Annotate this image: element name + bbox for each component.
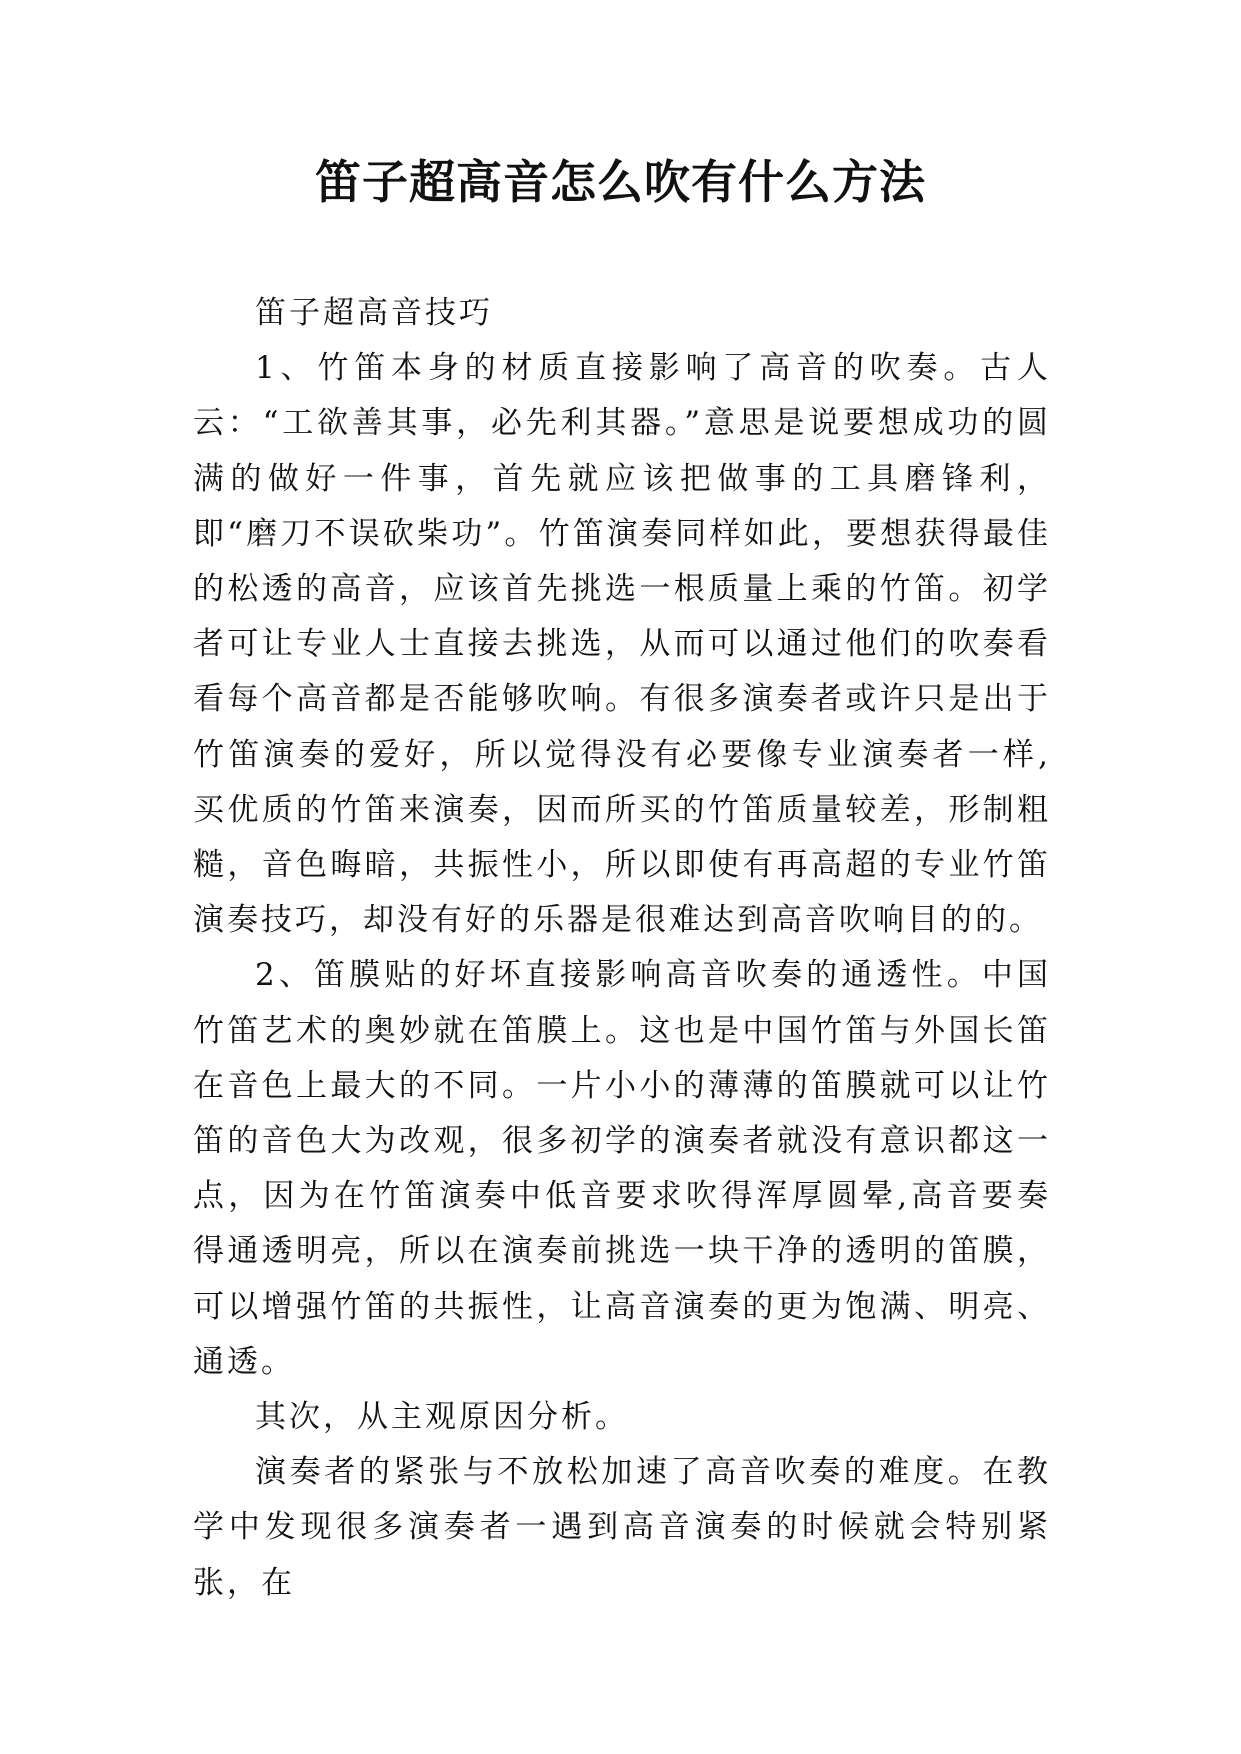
paragraph-3: 其次，从主观原因分析。 [255,1399,629,1436]
paragraph-4: 演奏者的紧张与不放松加速了高音吹奏的难度。在教学中发现很多演奏者一遇到高音演奏的时候就会特别紧张，在 [193,1454,1051,1601]
paragraph-1: 1、竹笛本身的材质直接影响了高音的吹奏。古人云：“工欲善其事，必先利其器。”意思是说要想成功的圆满的做好一件事，首先就应该把做事的工具磨锋利，即“磨刀不误砍柴功”。竹笛演奏同样如此，要想获得最佳的松透的高音，应该首先挑选一根质量上乘的竹笛。初学者可让专业人士直接去挑选，从而可以通过他们的吹奏看看每个高音都是否能够吹响。有很多演奏者或许只是出于竹笛演奏的爱好，所以觉得没有必要像专业演奏者一样,买优质的竹笛来演奏，因而所买的竹笛质量较差，形制粗糙，音色晦暗，共振性小，所以即使有再高超的专业竹笛演奏技巧，却没有好的乐器是很难达到高音吹响目的的。 [193,350,1051,939]
paragraph-heading: 笛子超高音技巧 [255,295,493,331]
document-title: 笛子超高音怎么吹有什么方法 [315,155,926,209]
document-body [193,286,1051,1611]
paragraph-2: 2、笛膜贴的好坏直接影响高音吹奏的通透性。中国竹笛艺术的奥妙就在笛膜上。这也是中国竹笛与外国长笛在音色上最大的不同。一片小小的薄薄的笛膜就可以让竹笛的音色大为改观，很多初学的演奏者就没有意识都这一点，因为在竹笛演奏中低音要求吹得浑厚圆晕,高音要奏得通透明亮，所以在演奏前挑选一块干净的透明的笛膜，可以增强竹笛的共振性，让高音演奏的更为饱满、明亮、通透。 [193,957,1051,1380]
